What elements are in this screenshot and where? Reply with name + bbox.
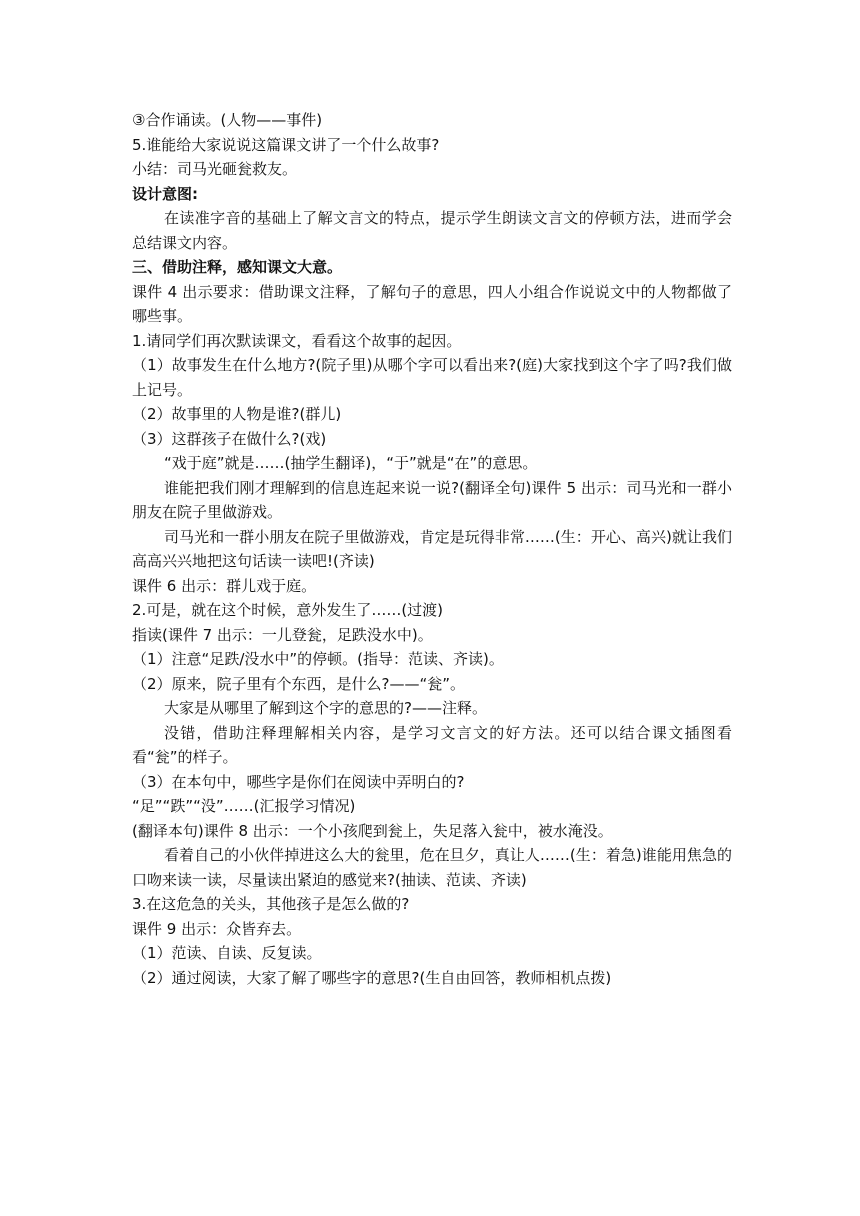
section-heading: 设计意图:: [132, 184, 198, 203]
paragraph: （3）在本句中，哪些字是你们在阅读中弄明白的?: [132, 772, 465, 791]
paragraph: 指读(课件 7 出示：一儿登瓮，足跌没水中)。: [132, 625, 433, 644]
paragraph: 课件 6 出示：群儿戏于庭。: [132, 576, 317, 595]
paragraph: 5.谁能给大家说说这篇课文讲了一个什么故事?: [132, 135, 440, 154]
paragraph: 课件 4 出示要求：借助课文注释，了解句子的意思，四人小组合作说说文中的人物都做了哪些事。: [132, 282, 732, 325]
paragraph: （2）原来，院子里有个东西，是什么?——“瓮”。: [132, 674, 466, 693]
paragraph: 3.在这危急的关头，其他孩子是怎么做的?: [132, 895, 410, 913]
paragraph: （3）这群孩子在做什么?(戏): [132, 429, 327, 448]
paragraph: （1）故事发生在什么地方?(院子里)从哪个字可以看出来?(庭)大家找到这个字了吗?我们做上记号。: [132, 356, 732, 399]
paragraph: 看着自己的小伙伴掉进这么大的瓮里，危在旦夕，真让人……(生：着急)谁能用焦急的口吻来读一读，尽量读出紧迫的感觉来?(抽读、范读、齐读): [132, 846, 732, 889]
paragraph: （1）范读、自读、反复读。: [132, 944, 322, 962]
design-intent-paragraph: 在读准字音的基础上了解文言文的特点，提示学生朗读文言文的停顿方法，进而学会总结课文内容。: [132, 209, 732, 252]
paragraph: （1）注意“足跌/没水中”的停顿。(指导：范读、齐读)。: [132, 650, 504, 668]
paragraph: 2.可是，就在这个时候，意外发生了……(过渡): [132, 601, 444, 619]
paragraph: （2）故事里的人物是谁?(群儿): [132, 405, 342, 423]
paragraph: 小结：司马光砸瓮救友。: [132, 160, 298, 178]
lesson-plan-body: [132, 108, 732, 990]
paragraph: 1.请同学们再次默读课文，看看这个故事的起因。: [132, 331, 462, 350]
paragraph: 课件 9 出示：众皆弃去。: [132, 919, 302, 938]
paragraph: “足”“跌”“没”……(汇报学习情况): [132, 797, 356, 815]
paragraph: ③合作诵读。(人物——事件): [132, 111, 323, 129]
paragraph: (翻译本句)课件 8 出示：一个小孩爬到瓮上，失足落入瓮中，被水淹没。: [132, 821, 613, 840]
paragraph: 没错，借助注释理解相关内容，是学习文言文的好方法。还可以结合课文插图看看“瓮”的样子。: [132, 723, 732, 766]
section-heading: 三、借助注释，感知课文大意。: [132, 258, 343, 276]
paragraph: 司马光和一群小朋友在院子里做游戏，肯定是玩得非常……(生：开心、高兴)就让我们高高兴兴地把这句话读一读吧!(齐读): [132, 527, 732, 570]
paragraph: “戏于庭”就是……(抽学生翻译)，“于”就是“在”的意思。: [164, 454, 538, 472]
paragraph: （2）通过阅读，大家了解了哪些字的意思?(生自由回答，教师相机点拨): [132, 968, 612, 987]
paragraph: 大家是从哪里了解到这个字的意思的?——注释。: [164, 699, 487, 717]
paragraph: 谁能把我们刚才理解到的信息连起来说一说?(翻译全句)课件 5 出示：司马光和一群小朋友在院子里做游戏。: [132, 478, 732, 521]
